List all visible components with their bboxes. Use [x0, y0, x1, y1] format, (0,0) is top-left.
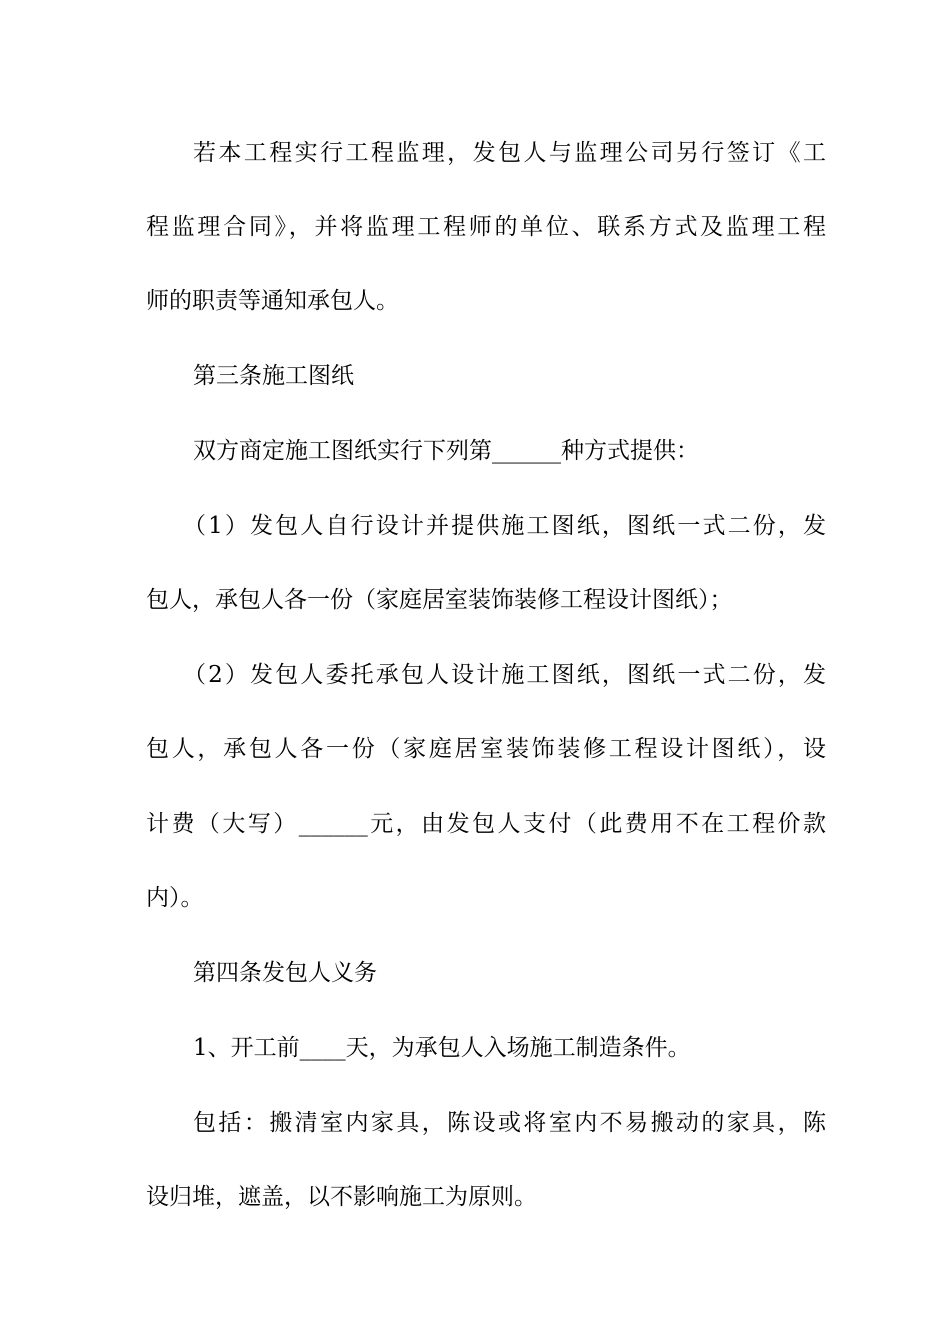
- option-2-line-2: 包人，承包人各一份（家庭居室装饰装修工程设计图纸），设: [146, 736, 826, 762]
- option-2-line-3: 计费（大写）______元，由发包人支付（此费用不在工程价款: [146, 811, 826, 837]
- article-4-heading: 第四条发包人义务: [193, 960, 377, 986]
- option-1-line-2: 包人，承包人各一份（家庭居室装饰装修工程设计图纸）；: [146, 587, 733, 613]
- duty-1-line: 1、开工前____天，为承包人入场施工制造条件。: [193, 1035, 691, 1061]
- duty-1-detail-line-2: 设归堆，遮盖，以不影响施工为原则。: [146, 1184, 537, 1210]
- duty-1-detail-line-1: 包括：搬清室内家具，陈设或将室内不易搬动的家具，陈: [193, 1110, 826, 1136]
- article-3-heading: 第三条施工图纸: [193, 363, 354, 389]
- paragraph-drawings-intro: 双方商定施工图纸实行下列第______种方式提供：: [193, 438, 699, 464]
- option-2-line-4: 内）。: [146, 885, 204, 911]
- paragraph-supervision-line-2: 程监理合同》，并将监理工程师的单位、联系方式及监理工程: [146, 214, 826, 240]
- option-1-line-1: （1）发包人自行设计并提供施工图纸，图纸一式二份，发: [183, 513, 826, 539]
- paragraph-supervision-line-3: 师的职责等通知承包人。: [146, 288, 399, 314]
- option-2-line-1: （2）发包人委托承包人设计施工图纸，图纸一式二份，发: [183, 662, 826, 688]
- paragraph-supervision-line-1: 若本工程实行工程监理，发包人与监理公司另行签订《工: [193, 140, 826, 166]
